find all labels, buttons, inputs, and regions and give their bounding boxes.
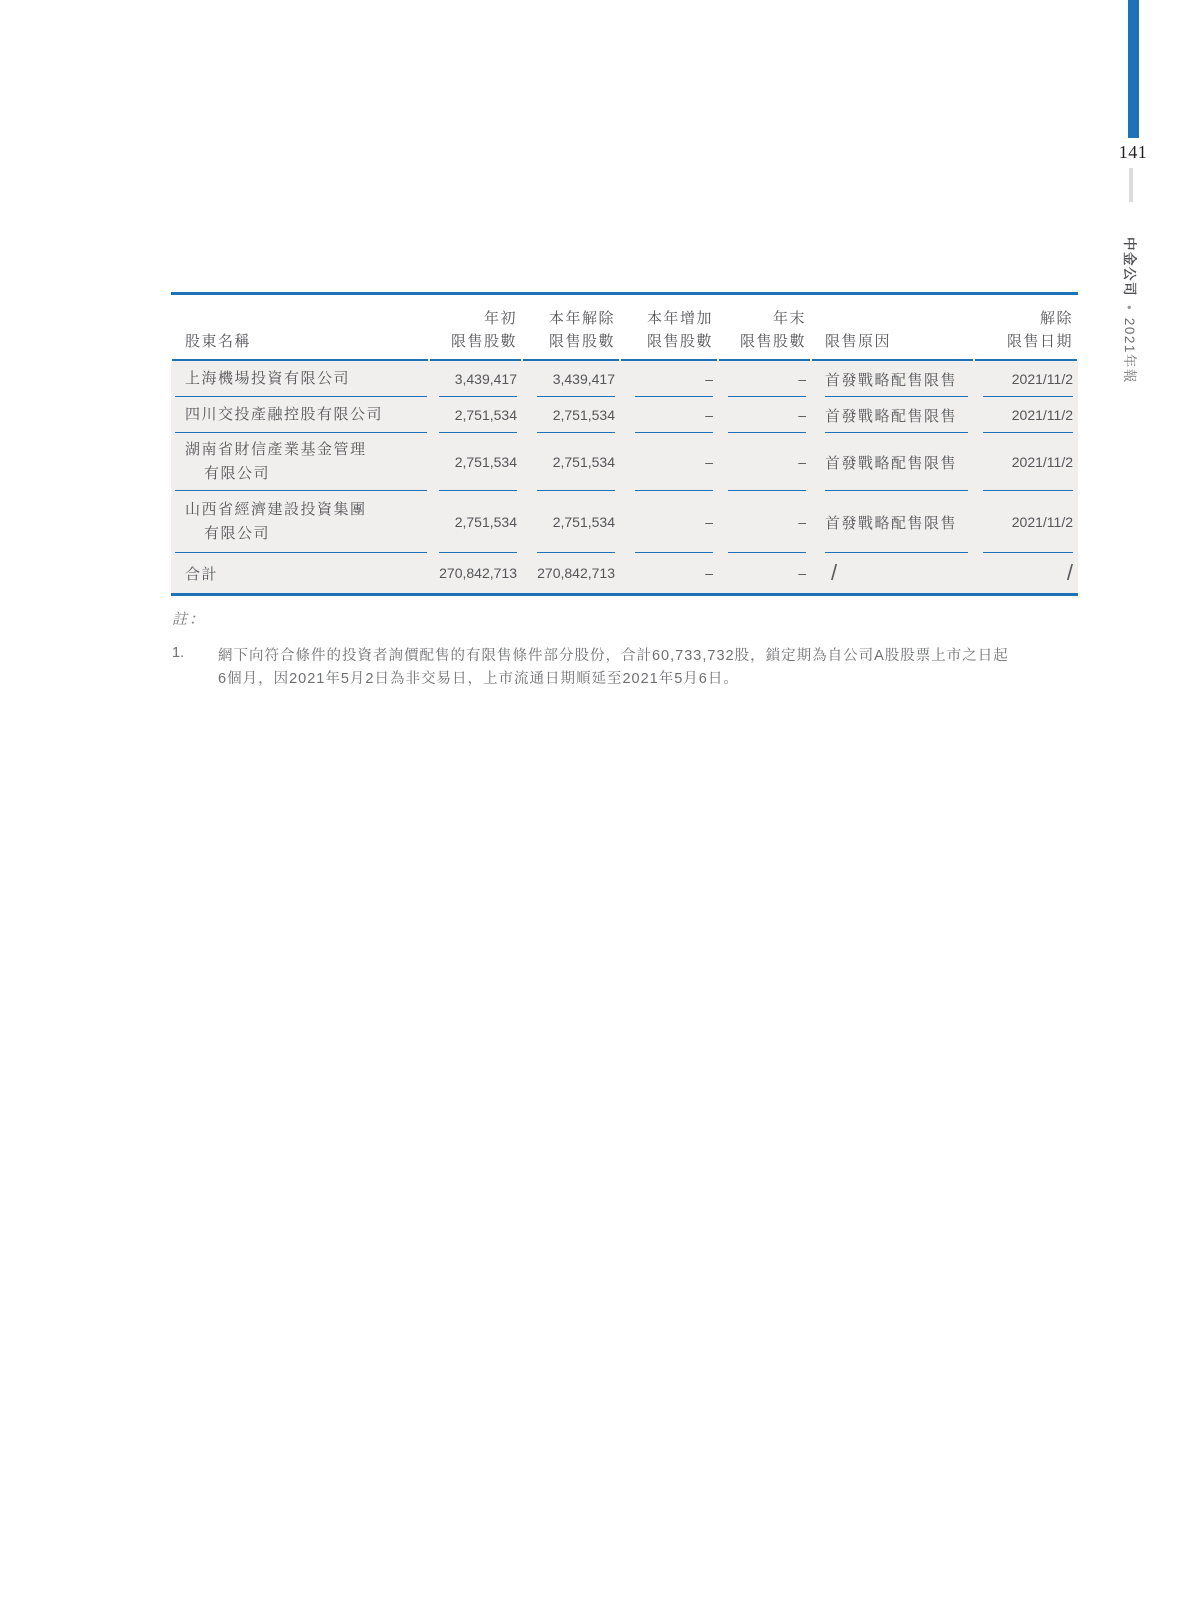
note-text-line: 網下向符合條件的投資者詢價配售的有限售條件部分股份，合計60,733,732股，鎖定期為自公司A股股票上市之日起	[218, 648, 1009, 664]
header-end-restricted: 年末 限售股數	[718, 295, 811, 361]
total-reason-slash: /	[831, 560, 839, 585]
begin-restricted-value: 2,751,534	[429, 491, 522, 553]
total-date-slash: /	[1066, 560, 1073, 585]
side-brand-company: 中金公司	[1122, 237, 1137, 297]
header-release-date: 解除 限售日期	[974, 295, 1078, 361]
note-text	[218, 645, 1078, 691]
total-end-restricted: –	[798, 565, 806, 581]
begin-restricted-value: 3,439,417	[429, 361, 522, 397]
page-edge-accent-bar	[1128, 0, 1139, 138]
shareholder-name: 四川交投產融控股有限公司	[171, 397, 429, 433]
side-brand-text	[1121, 237, 1141, 384]
released-value: 2,751,534	[522, 491, 620, 553]
table-row	[171, 361, 1078, 397]
shareholder-name: 山西省經濟建設投資集團 有限公司	[171, 491, 429, 553]
table-header-row	[171, 295, 1078, 361]
header-added-this-year: 本年增加 限售股數	[620, 295, 718, 361]
shareholder-name: 上海機場投資有限公司	[171, 361, 429, 397]
restriction-reason: 首發戰略配售限售	[811, 397, 974, 433]
header-begin-restricted: 年初 限售股數	[429, 295, 522, 361]
release-date: 2021/11/2	[974, 433, 1078, 491]
total-added: –	[705, 565, 713, 581]
begin-restricted-value: 2,751,534	[429, 397, 522, 433]
added-value: –	[620, 491, 718, 553]
header-restriction-reason: 限售原因	[811, 295, 974, 361]
end-restricted-value: –	[718, 397, 811, 433]
table-row	[171, 433, 1078, 491]
header-shareholder-name: 股東名稱	[171, 295, 429, 361]
released-value: 2,751,534	[522, 397, 620, 433]
side-brand-year: 2021年報	[1122, 317, 1137, 384]
restricted-shares-table	[171, 292, 1078, 596]
table-row	[171, 491, 1078, 553]
restriction-reason: 首發戰略配售限售	[811, 433, 974, 491]
release-date: 2021/11/2	[974, 361, 1078, 397]
notes-heading: 註：	[172, 612, 207, 628]
release-date: 2021/11/2	[974, 397, 1078, 433]
added-value: –	[620, 361, 718, 397]
note-text-line: 6個月，因2021年5月2日為非交易日，上市流通日期順延至2021年5月6日。	[218, 671, 739, 687]
released-value: 3,439,417	[522, 361, 620, 397]
shareholder-name: 湖南省財信產業基金管理 有限公司	[171, 433, 429, 491]
page-number: 141	[1118, 142, 1148, 162]
header-released-this-year: 本年解除 限售股數	[522, 295, 620, 361]
table-total-row	[171, 553, 1078, 593]
release-date: 2021/11/2	[974, 491, 1078, 553]
end-restricted-value: –	[718, 361, 811, 397]
side-brand-bullet: ●	[1125, 305, 1134, 310]
total-released: 270,842,713	[537, 565, 615, 581]
table-row	[171, 397, 1078, 433]
end-restricted-value: –	[718, 491, 811, 553]
total-label: 合計	[185, 565, 219, 583]
note-item-1	[172, 645, 1078, 691]
released-value: 2,751,534	[522, 433, 620, 491]
note-marker: 1.	[172, 645, 185, 661]
added-value: –	[620, 397, 718, 433]
restriction-reason: 首發戰略配售限售	[811, 361, 974, 397]
begin-restricted-value: 2,751,534	[429, 433, 522, 491]
total-begin-restricted: 270,842,713	[439, 565, 517, 581]
restriction-reason: 首發戰略配售限售	[811, 491, 974, 553]
page-number-tick	[1129, 168, 1133, 202]
added-value: –	[620, 433, 718, 491]
end-restricted-value: –	[718, 433, 811, 491]
